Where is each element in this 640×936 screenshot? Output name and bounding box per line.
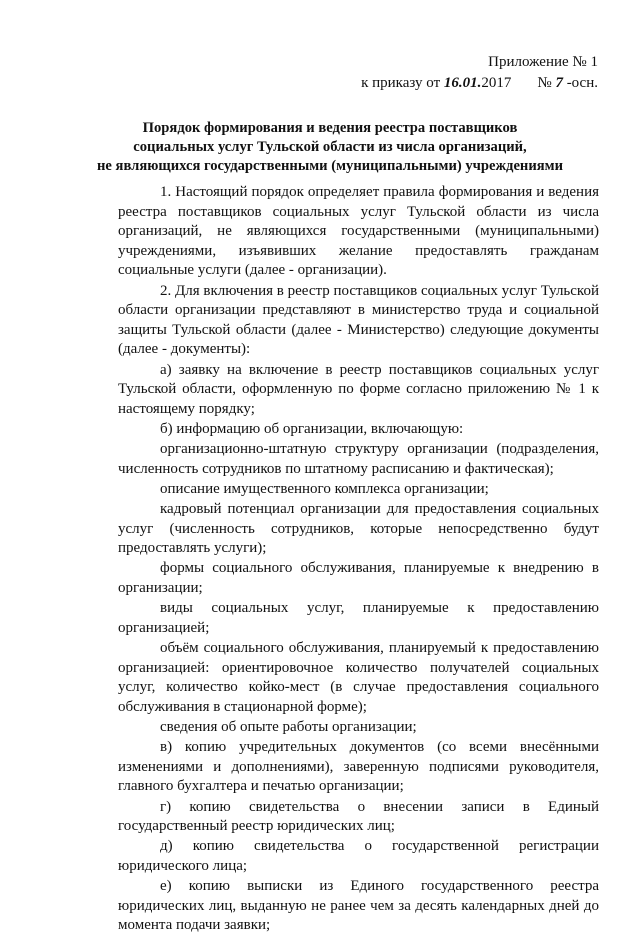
item-b-service-types: виды социальных услуг, планируемые к предоставлению организацией; <box>118 600 599 636</box>
order-reference <box>361 73 598 94</box>
item-b-service-forms: формы социального обслуживания, планируемые к внедрению в организации; <box>118 560 599 597</box>
document-title <box>60 119 600 176</box>
item-b-property: описание имущественного комплекса организации; <box>160 480 489 497</box>
paragraph-2: 2. Для включения в реестр поставщиков социальных услуг Тульской области организации представляют в министерство труда и социальной защиты Тульской области (далее - Министерство) следующие документы (далее - документы): <box>118 282 599 358</box>
item-b-service-volume: объём социального обслуживания, планируемый к предоставлению организацией: ориентировочное количество получателей социальных услуг, количество койко-мест (в случае предоставления социального обслуживания в стационарной форме); <box>118 640 599 715</box>
item-g: г) копию свидетельства о внесении записи в Единый государственный реестр юридических лиц; <box>118 798 599 835</box>
order-year: 2017 <box>481 75 512 91</box>
item-v: в) копию учредительных документов (со всеми внесёнными изменениями и дополнениями), заверенную подписями руководителя, главного бухгалтера и печатью организации; <box>118 739 599 795</box>
item-b: б) информацию об организации, включающую: <box>160 420 464 437</box>
item-b-staff: кадровый потенциал организации для предоставления социальных услуг (численность сотрудников, которые непосредственно будут предоставлять услуги); <box>118 501 599 557</box>
item-d: д) копию свидетельства о государственной регистрации юридического лица; <box>118 838 599 874</box>
order-prefix: к приказу от <box>361 75 444 91</box>
order-number-handwritten: 7 <box>555 75 563 91</box>
item-b-structure: организационно-штатную структуру организации (подразделения, численность сотрудников по штатному расписанию и фактическая); <box>118 441 599 477</box>
title-line-1: Порядок формирования и ведения реестра поставщиков <box>142 120 518 136</box>
appendix-header <box>361 52 598 94</box>
number-suffix: -осн. <box>562 75 598 91</box>
title-line-2: социальных услуг Тульской области из числа организаций, <box>133 139 527 155</box>
item-e: е) копию выписки из Единого государственного реестра юридических лиц, выданную не ранее чем за десять календарных дней до момента подачи заявки; <box>118 878 599 934</box>
order-date-handwritten: 16.01. <box>443 75 482 91</box>
item-a: а) заявку на включение в реестр поставщиков социальных услуг Тульской области, оформленную по форме согласно приложению № 1 к настоящему порядку; <box>118 361 599 417</box>
title-line-3: не являющихся государственными (муниципальными) учреждениями <box>97 158 563 174</box>
paragraph-1: 1. Настоящий порядок определяет правила формирования и ведения реестра поставщиков социальных услуг Тульской области из числа организаций, не являющихся государственными (муниципальными) учреждениями, изъявивших желание предоставлять гражданам социальные услуги (далее - организации). <box>118 184 599 279</box>
item-b-experience: сведения об опыте работы организации; <box>160 718 417 735</box>
appendix-label: Приложение № 1 <box>488 54 598 70</box>
document-body <box>118 183 599 936</box>
number-prefix: № <box>537 75 556 91</box>
